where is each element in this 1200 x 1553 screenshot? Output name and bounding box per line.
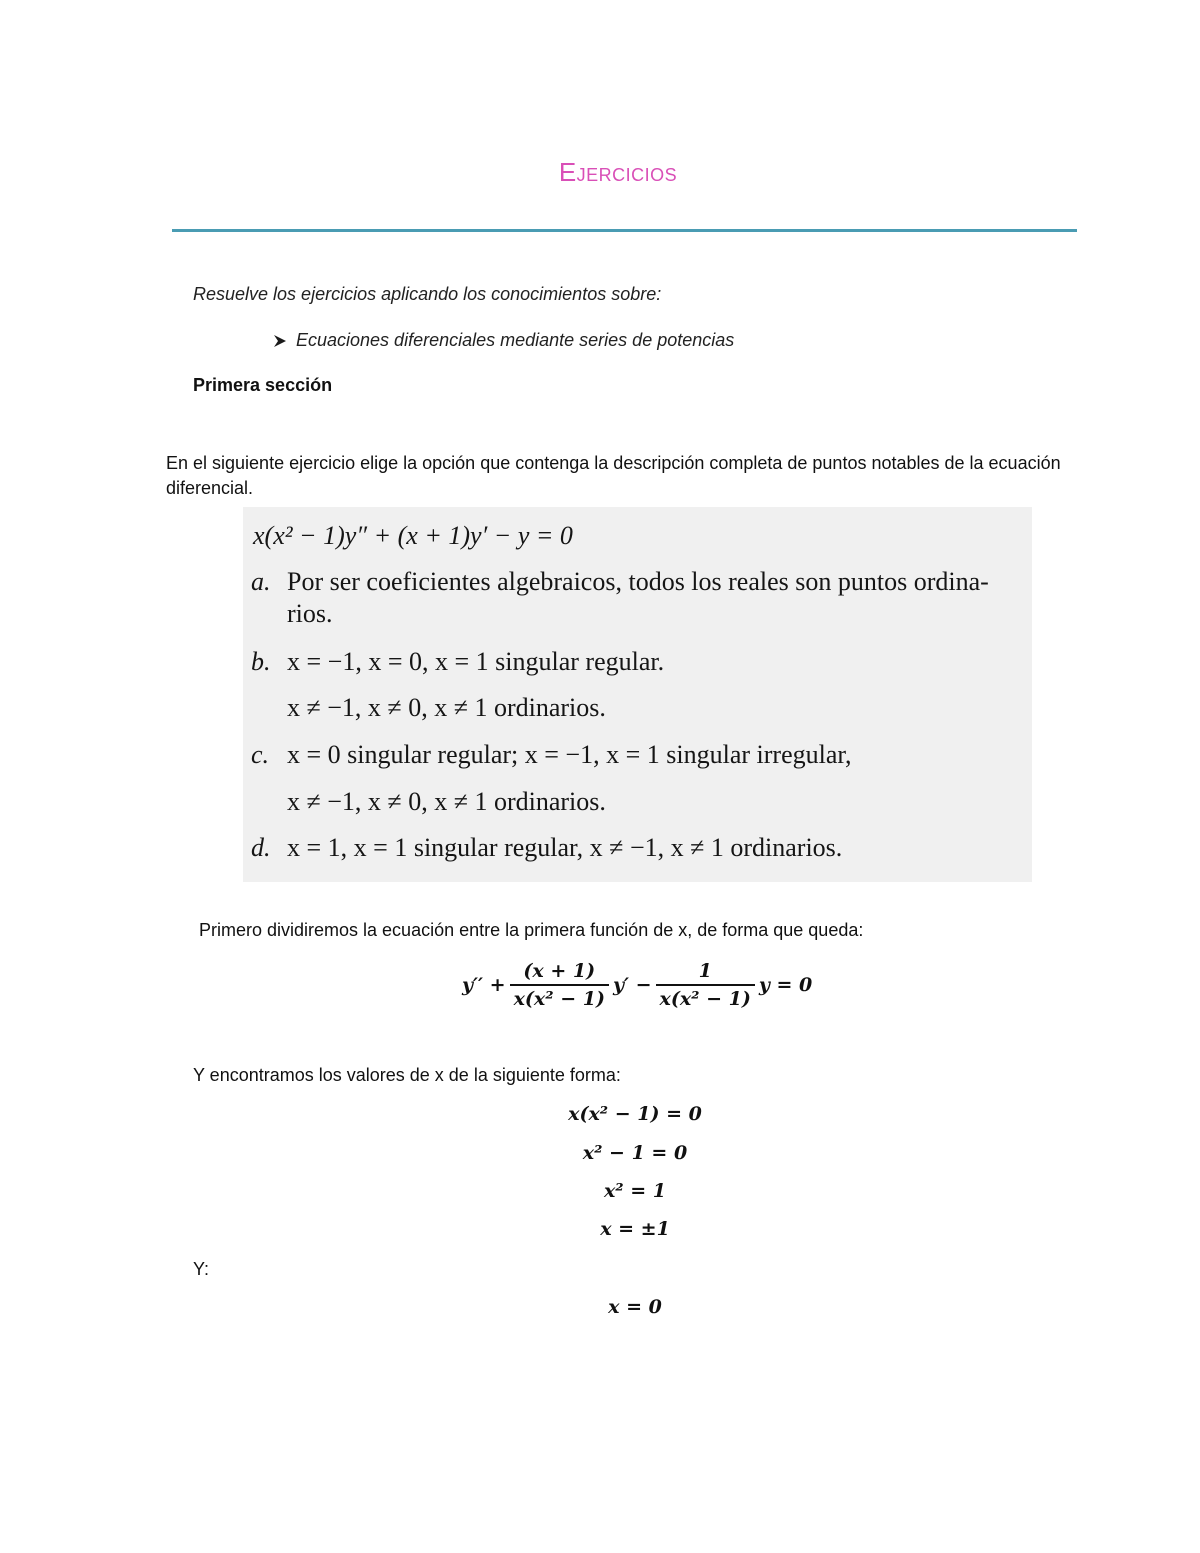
- exercise-prompt: En el siguiente ejercicio elige la opción que contenga la descripción completa de puntos notables de la ecuación diferencial.: [166, 453, 1061, 498]
- eq1-lead: y′′ +: [462, 974, 506, 996]
- option-b-text: x = −1, x = 0, x = 1 singular regular.: [287, 647, 665, 676]
- eq1-tail: y = 0: [758, 974, 813, 996]
- eq1-frac2-numerator: 1: [698, 960, 712, 982]
- eq1-frac2-denominator: x(x² − 1): [656, 984, 755, 1010]
- option-d: [251, 833, 842, 863]
- arrow-bullet-icon: [272, 333, 288, 349]
- step-equation-1: x(x² − 1) = 0: [568, 1103, 702, 1125]
- topic-bullet: [272, 330, 734, 351]
- step-equation-3: x² = 1: [603, 1180, 667, 1202]
- option-a-text-cont: rios.: [287, 599, 333, 628]
- option-c-label: c.: [251, 740, 270, 769]
- intro-text: Resuelve los ejercicios aplicando los conocimientos sobre:: [193, 284, 662, 304]
- y-label: Y:: [193, 1259, 210, 1279]
- eq1-fraction-1: [510, 960, 609, 1010]
- divided-equation: [462, 955, 822, 1015]
- step-equation-2: x² − 1 = 0: [582, 1142, 688, 1164]
- eq1-fraction-2: [656, 960, 755, 1010]
- step-equation-4: x = ±1: [600, 1218, 670, 1240]
- option-a: [251, 567, 989, 597]
- exercise-image: [243, 507, 1032, 882]
- page-title: Ejercicios: [558, 157, 678, 187]
- option-c-text-cont: x ≠ −1, x ≠ 0, x ≠ 1 ordinarios.: [287, 787, 606, 816]
- title-divider: [172, 229, 1077, 232]
- option-a-label: a.: [251, 567, 271, 596]
- option-a-text: Por ser coeficientes algebraicos, todos los reales son puntos ordina-: [287, 567, 989, 596]
- section-heading: Primera sección: [193, 375, 333, 395]
- option-d-label: d.: [251, 833, 271, 862]
- option-b: [251, 647, 664, 677]
- eq1-frac1-numerator: (x + 1): [523, 960, 596, 982]
- option-b-text-cont: x ≠ −1, x ≠ 0, x ≠ 1 ordinarios.: [287, 693, 606, 722]
- topic-bullet-text: Ecuaciones diferenciales mediante series de potencias: [296, 330, 735, 350]
- option-c: [251, 740, 851, 770]
- option-b-label: b.: [251, 647, 271, 676]
- final-equation: x = 0: [608, 1296, 662, 1318]
- eq1-frac1-denominator: x(x² − 1): [510, 984, 609, 1010]
- exercise-equation: x(x² − 1)y″ + (x + 1)y′ − y = 0: [253, 521, 573, 550]
- option-d-text: x = 1, x = 1 singular regular, x ≠ −1, x ≠ 1 ordinarios.: [287, 833, 843, 862]
- eq1-mid: y′ −: [612, 974, 652, 996]
- found-text: Y encontramos los valores de x de la siguiente forma:: [193, 1065, 621, 1085]
- option-c-text: x = 0 singular regular; x = −1, x = 1 singular irregular,: [287, 740, 852, 769]
- explanation-text: Primero dividiremos la ecuación entre la primera función de x, de forma que queda:: [199, 920, 864, 940]
